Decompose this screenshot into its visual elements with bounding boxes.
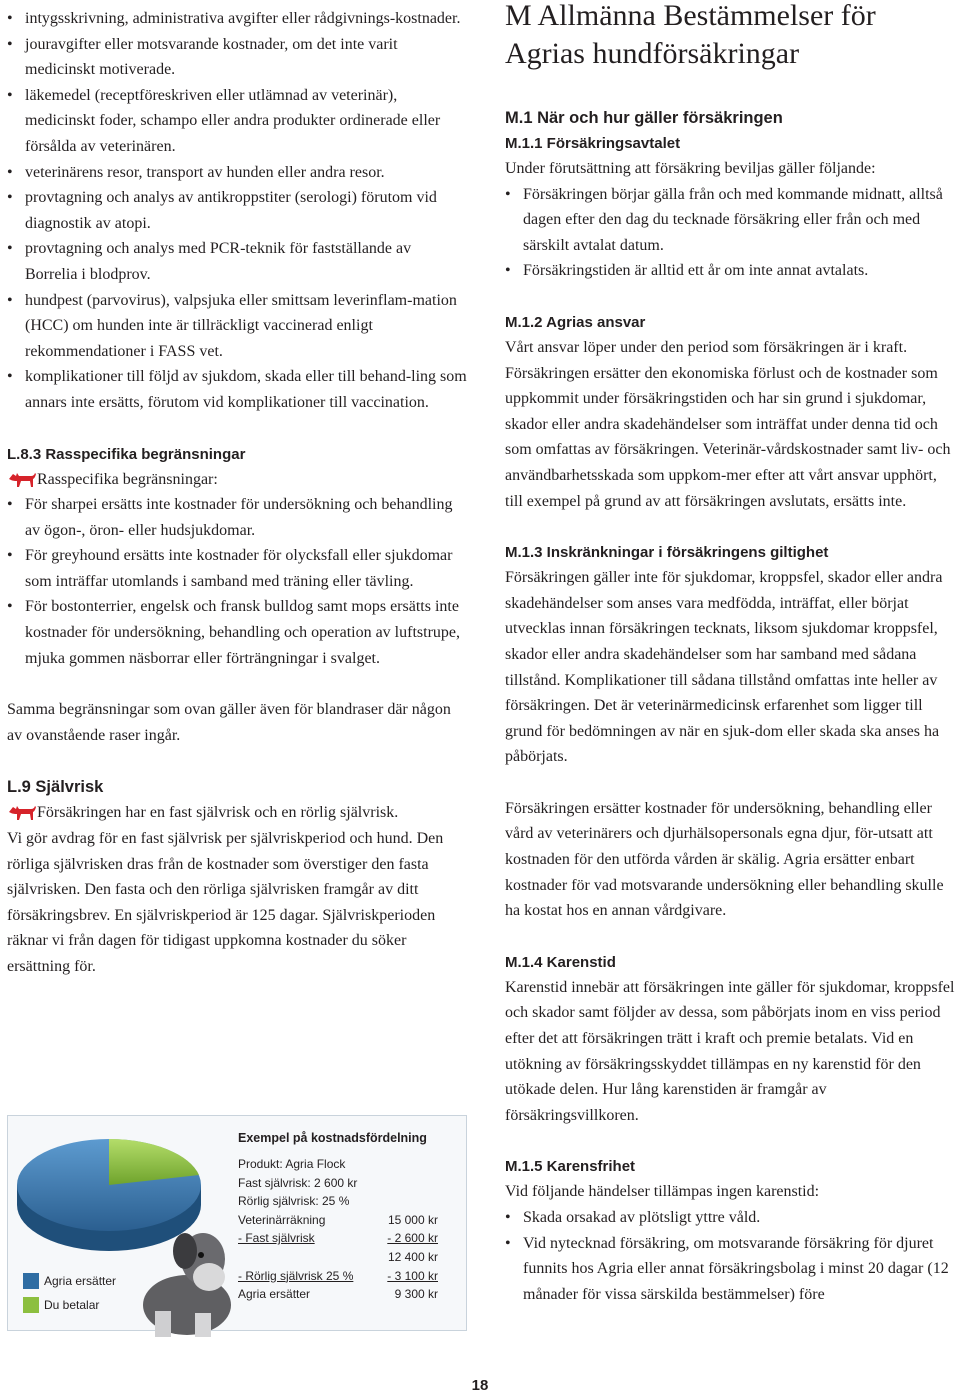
legend-label-du: Du betalar (44, 1298, 100, 1312)
example-row: - Fast självrisk - 2 600 kr (238, 1231, 438, 1246)
list-item: • Vid nytecknad försäkring, om motsvarande försäkring för djuret funnits hos Agria eller annat försäkringsbolag i minst 20 dagar (12 månader för vissa särskilda bestämmelser) före (505, 1231, 955, 1308)
list-item: • För bostonterrier, engelsk och fransk bulldog samt mops ersätts inte kostnader för undersökning, behandling och operation av luftstrupe, mjuka gommen näsborrar eller förträngningar i svalget. (7, 594, 467, 671)
dog-photo (125, 1225, 245, 1337)
list-item: • Försäkringstiden är alltid ett år om inte annat avtalats. (505, 258, 955, 284)
example-line: Rörlig självrisk: 25 % (238, 1194, 350, 1209)
list-item: • intygsskrivning, administrativa avgifter eller rådgivnings-kostnader. (7, 6, 467, 32)
section-heading-m13: M.1.3 Inskränkningar i försäkringens giltighet (505, 544, 829, 562)
m15-list (505, 1205, 955, 1307)
l9-text: Vi gör avdrag för en fast självrisk per självriskperiod och hund. Den rörliga självrisken dras från de kostnader som överstiger den fasta självrisken. Den fasta och den rörliga självrisken framgår av ditt försäkringsbrev. En självriskperiod är 125 dagar. Självriskperioden räknar vi från dagen för tidigast uppkomna kostnader du söker ersättning för. (7, 830, 444, 975)
section-heading-m1: M.1 När och hur gäller försäkringen (505, 109, 783, 127)
m13-text-1: Försäkringen gäller inte för sjukdomar, kroppsfel, skador eller andra skadehändelser som anses vara medfödda, inträffat, eller börjat utvecklas innan försäkringen tecknats, liksom sjukdomar kroppsfel, skador eller andra skadehändelser som har samband med sådana tillstånd. Komplikationer till sådana tillstånd omfattas inte heller av försäkringen. Det är veterinärmedicinsk erfarenhet som ligger till grund för bedömningen av när en sjuk-dom eller skada ska anses ha påbörjats. (505, 569, 943, 766)
right-column (505, 0, 955, 1307)
cost-example (7, 1097, 467, 1337)
example-title: Exempel på kostnadsfördelning (238, 1131, 427, 1145)
example-row: Veterinärräkning 15 000 kr (238, 1212, 438, 1227)
page-title: M Allmänna Bestämmelser för Agrias hundförsäkringar (505, 0, 876, 70)
list-item: • hundpest (parvovirus), valpsjuka eller smittsam leverinflam-mation (HCC) om hunden inte är tillräckligt vaccinerad enligt rekommendationer i FASS vet. (7, 288, 467, 365)
list-item: • provtagning och analys med PCR-teknik för fastställande av Borrelia i blodprov. (7, 236, 467, 287)
legend-swatch-agria (23, 1273, 39, 1289)
section-heading-m12: M.1.2 Agrias ansvar (505, 313, 646, 331)
section-heading-m14: M.1.4 Karenstid (505, 953, 616, 971)
list-item: • För sharpei ersätts inte kostnader för undersökning och behandling av ögon-, öron- eller hudsjukdomar. (7, 492, 467, 543)
list-item: • Försäkringen börjar gälla från och med kommande midnatt, alltså dagen efter den dag du tecknade försäkring eller från och med särskilt avtalat datum. (505, 182, 955, 259)
breed-list (7, 492, 467, 671)
m14-text: Karenstid innebär att försäkringen inte gäller för sjukdomar, kroppsfel och skador samt följder av dessa, som påbörjats inom en viss period efter det att försäkringen trätt i kraft och premie betalats. Vid en utökning av försäkringsskyddet tillämpas en ny karenstid för den utökade delen. Hur lång karenstiden är framgår av försäkringsvillkoren. (505, 978, 955, 1124)
example-row: - Rörlig självrisk 25 % - 3 100 kr (238, 1268, 438, 1283)
list-item: • För greyhound ersätts inte kostnader för olycksfall eller sjukdomar som inträffar utomlands i samband med träning eller tävling. (7, 543, 467, 594)
m11-list (505, 182, 955, 284)
exclusions-list (7, 6, 467, 416)
section-heading-l83: L.8.3 Rasspecifika begränsningar (7, 445, 246, 463)
list-item: • Skada orsakad av plötsligt yttre våld. (505, 1205, 955, 1231)
l83-intro-text: Rasspecifika begränsningar: (37, 470, 218, 488)
legend-du (23, 1297, 99, 1313)
l83-note: Samma begränsningar som ovan gäller även för blandraser där någon av ovanstående raser ingår. (7, 701, 451, 744)
m15-intro: Vid följande händelser tillämpas ingen karenstid: (505, 1183, 820, 1201)
m12-text: Vårt ansvar löper under den period som försäkringen är i kraft. Försäkringen ersätter den ekonomiska förlust och de kostnader som uppkommit under försäkringstiden och har sin grund i sjukdomar, skador eller andra skadehändelser som inträffat under denna tid och som omfattas av försäkringen. Veterinär-vårdskostnader samt liv- och användbarhetsskada som uppkom-mer efter att vårt ansvar upphört, till exempel på grund av att försäkringen avslutats, ersätts inte. (505, 338, 951, 510)
l9-intro-text: Försäkringen har en fast självrisk och en rörlig självrisk. (37, 804, 399, 822)
example-details (238, 1155, 438, 1304)
l9-intro (7, 800, 467, 826)
example-line: Produkt: Agria Flock (238, 1157, 346, 1171)
l83-intro (7, 467, 467, 493)
m11-intro: Under förutsättning att försäkring beviljas gäller följande: (505, 160, 876, 177)
m13-text-2: Försäkringen ersätter kostnader för undersökning, behandling eller vård av veterinärers och djurhälsopersonals egna djur, för-utsatt att kostnaden för den utförda vården är skälig. Agria ersätter enbart kostnader för vad motsvarande undersökning eller behandling skulle ha kostat hos en annan vårdgivare. (505, 799, 944, 920)
legend-agria (23, 1273, 116, 1289)
section-heading-m15: M.1.5 Karensfrihet (505, 1158, 636, 1176)
dog-icon (7, 470, 37, 490)
list-item: • komplikationer till följd av sjukdom, skada eller till behand-ling som annars inte ersätts, förutom vid komplikationer till vaccination. (7, 364, 467, 415)
list-item: • provtagning och analys av antikroppstiter (serologi) förutom vid diagnostik av atopi. (7, 185, 467, 236)
legend-label-agria: Agria ersätter (44, 1274, 117, 1288)
list-item: • jouravgifter eller motsvarande kostnader, om det inte varit medicinskt motiverade. (7, 32, 467, 83)
section-heading-m11: M.1.1 Försäkringsavtalet (505, 135, 681, 152)
list-item: • veterinärens resor, transport av hunden eller andra resor. (7, 160, 467, 186)
section-heading-l9: L.9 Självrisk (7, 778, 104, 797)
list-item: • läkemedel (receptföreskriven eller utlämnad av veterinär), medicinskt foder, schampo eller andra produkter ordinerade eller försålda av veterinären. (7, 83, 467, 160)
dog-icon (7, 803, 37, 823)
legend-swatch-du (23, 1297, 39, 1313)
left-column (7, 0, 467, 980)
example-row: Agria ersätter 9 300 kr (238, 1287, 438, 1302)
page-number: 18 (471, 1377, 489, 1394)
example-row: 12 400 kr (387, 1249, 438, 1264)
example-line: Fast självrisk: 2 600 kr (238, 1175, 358, 1190)
